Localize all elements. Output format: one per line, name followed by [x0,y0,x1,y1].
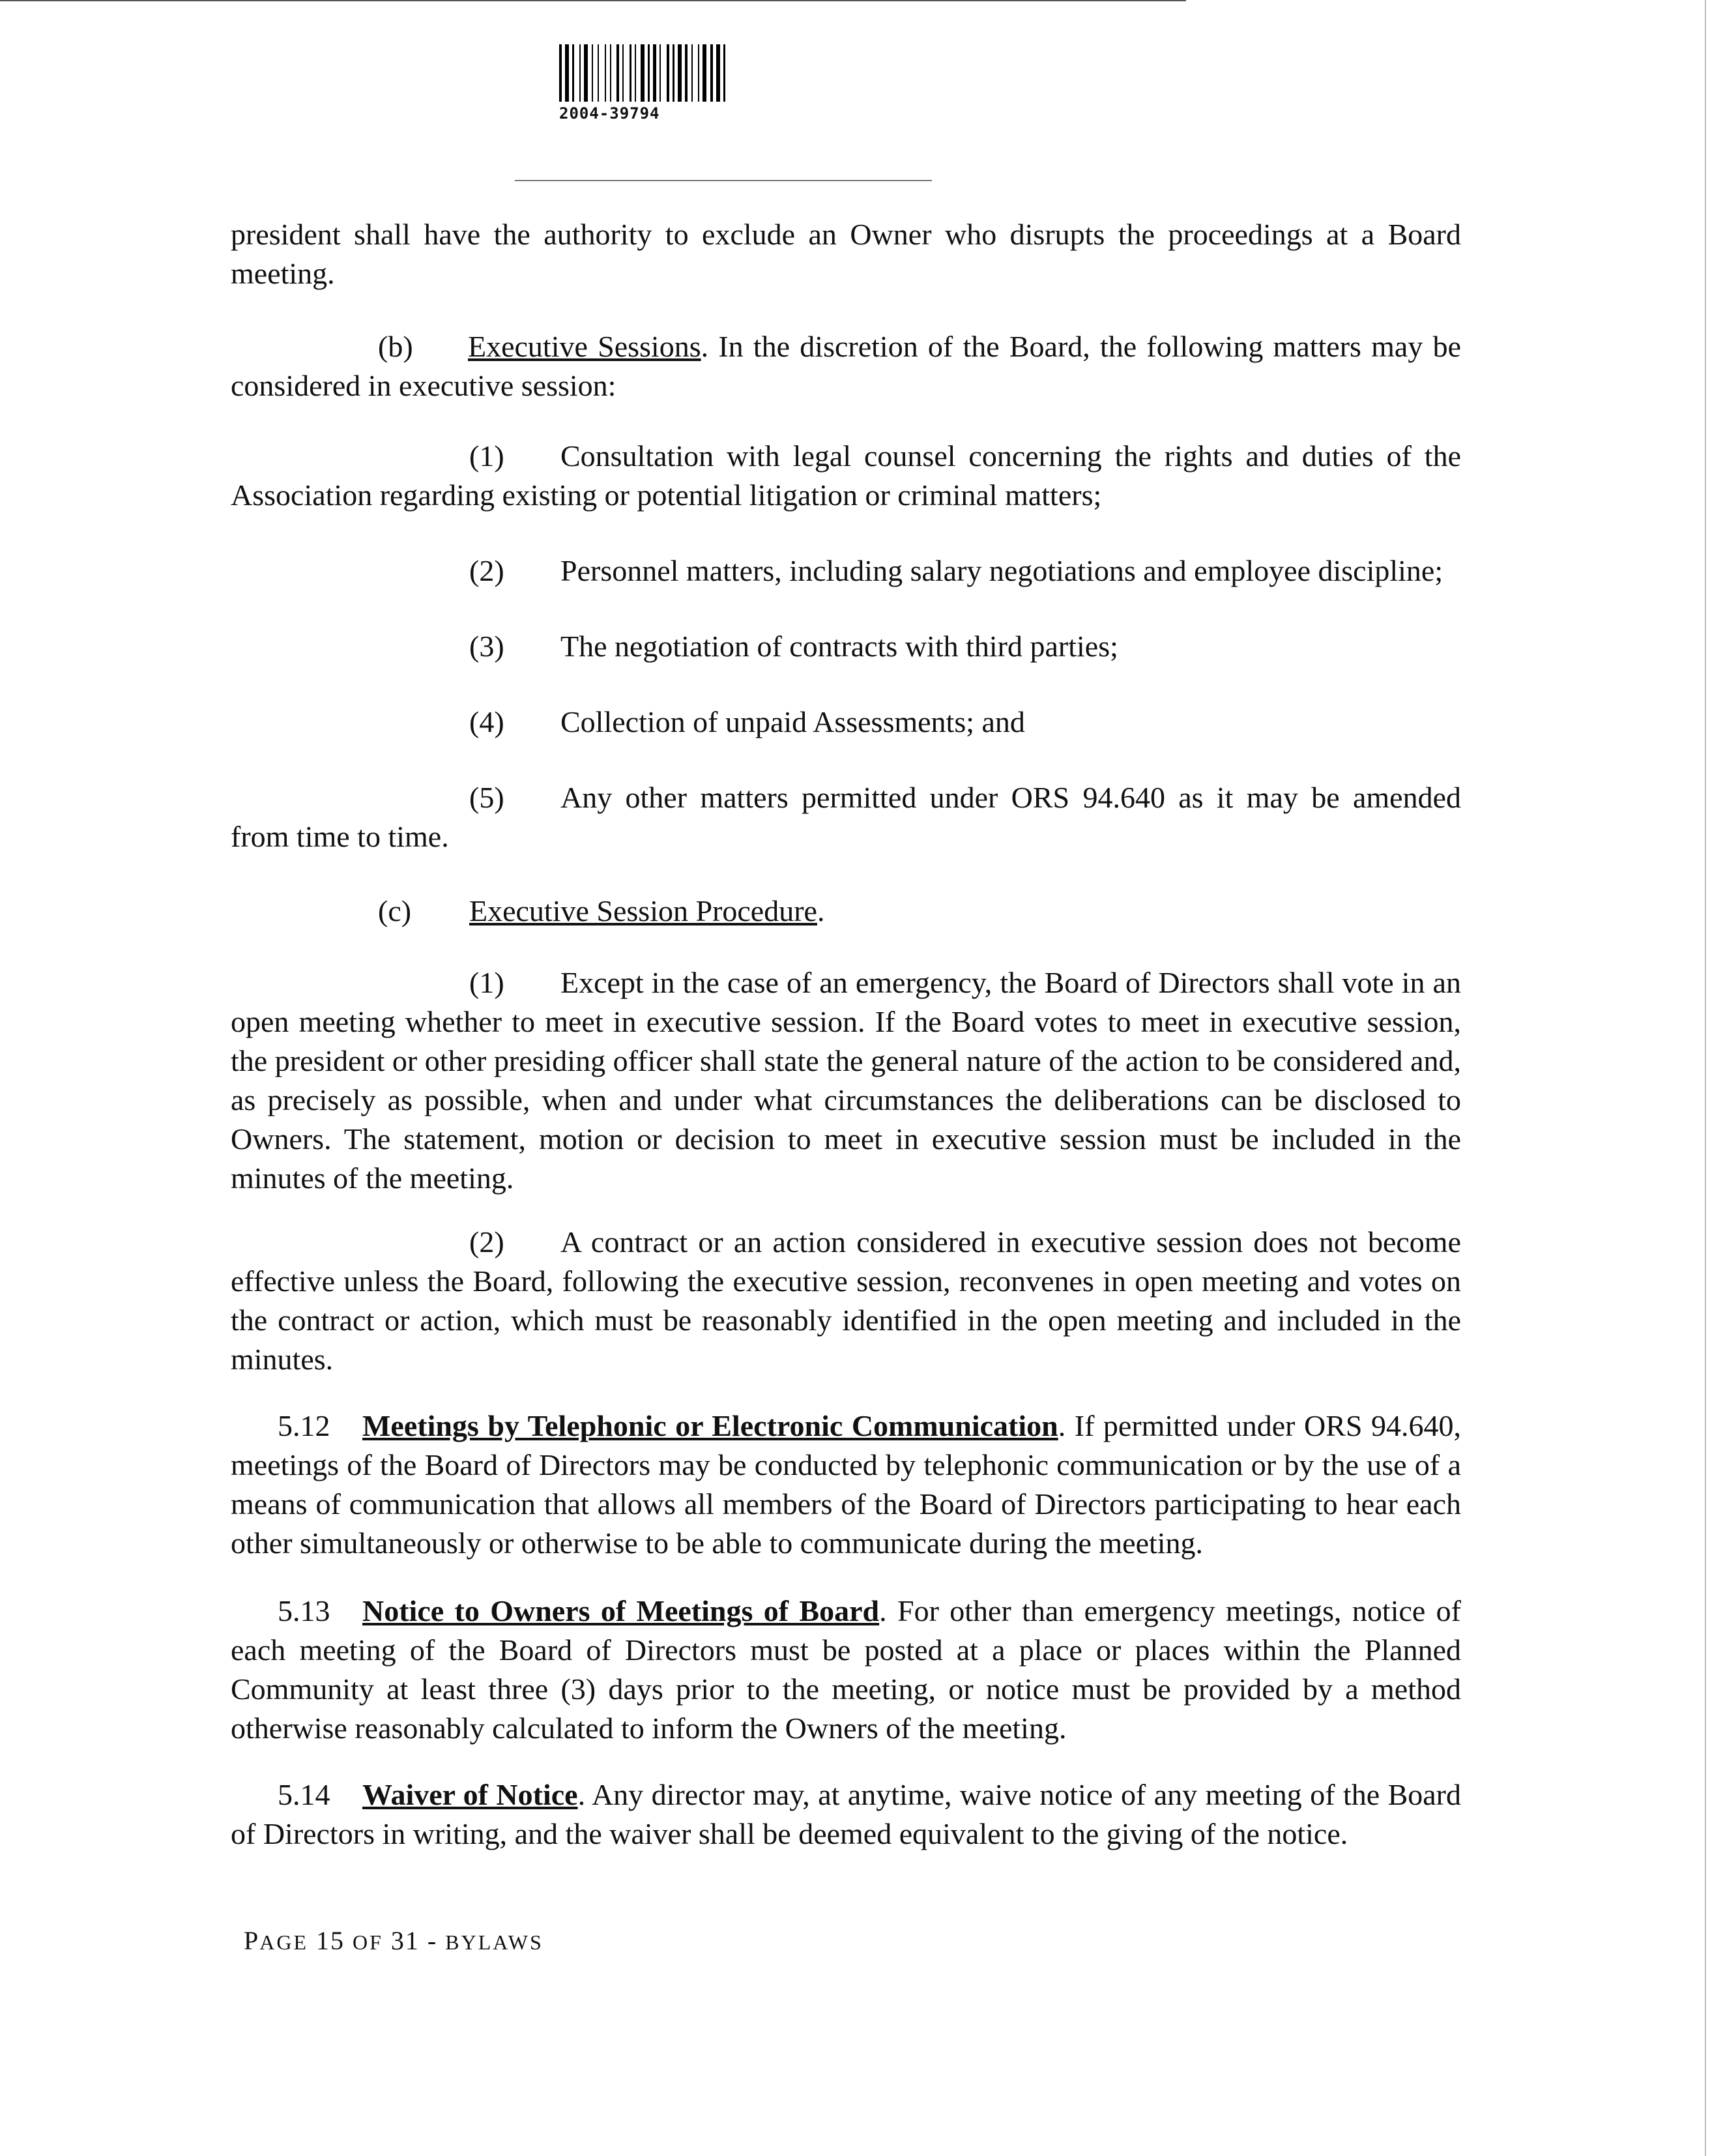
subsection-b [231,327,1461,405]
header-rule [515,180,932,181]
scan-edge-right [1705,0,1706,2156]
section-5-12-number: 5.12 [278,1409,330,1442]
item-b4 [231,703,1461,742]
item-b5-text: Any other matters permitted under ORS 94.640 as it may be amended from time to time. [231,781,1461,853]
subsection-b-label: (b) [378,330,413,363]
section-5-14-title: Waiver of Notice [362,1778,578,1811]
subsection-b-text: . In the discretion of the Board, the following matters may be considered in executive session: [231,330,1461,402]
item-b4-label: (4) [469,705,504,738]
item-b2-text: Personnel matters, including salary negotiations and employee discipline; [560,554,1443,587]
item-c1 [231,963,1461,1198]
section-5-12-text: . If permitted under ORS 94.640, meetings of the Board of Directors may be conducted by telephonic communication or by the use of a means of communication that allows all members of the Board of Directors participating to hear each other simultaneously or otherwise to be able to communicate during the meeting. [231,1409,1461,1560]
item-b1 [231,437,1461,515]
section-5-13 [231,1592,1461,1748]
item-c2-label: (2) [469,1225,504,1259]
footer-separator: - [427,1926,438,1955]
paragraph-continuation [231,215,1461,293]
item-b2 [231,551,1461,590]
subsection-c-title: Executive Session Procedure [469,894,817,927]
footer-page-label-initial: P [244,1926,260,1955]
item-b2-label: (2) [469,554,504,587]
item-b1-label: (1) [469,439,504,473]
footer-document-name: BYLAWS [445,1930,543,1954]
footer-total-pages: 31 [390,1926,420,1955]
recording-barcode [559,44,865,123]
subsection-b-title: Executive Sessions [468,330,701,363]
scan-edge-top [0,0,1186,1]
section-5-13-title: Notice to Owners of Meetings of Board [362,1594,880,1627]
section-5-12-title: Meetings by Telephonic or Electronic Communication [362,1409,1058,1442]
item-b5 [231,778,1461,856]
section-5-14-number: 5.14 [278,1778,330,1811]
paragraph-text: president shall have the authority to exclude an Owner who disrupts the proceedings at a Board meeting. [231,218,1461,290]
item-b3 [231,627,1461,666]
page-footer [244,1925,543,1958]
item-b3-text: The negotiation of contracts with third parties; [560,630,1118,663]
footer-page-number: 15 [316,1926,345,1955]
section-5-13-text: . For other than emergency meetings, notice of each meeting of the Board of Directors must be posted at a place or places within the Planned Community at least three (3) days prior to the meeting, or notice must be provided by a method otherwise reasonably calculated to inform the Owners of the meeting. [231,1594,1461,1745]
item-c1-label: (1) [469,966,504,999]
footer-page-label-rest: AGE [259,1930,309,1954]
item-b1-text: Consultation with legal counsel concerning the rights and duties of the Association regarding existing or potential litigation or criminal matters; [231,439,1461,512]
item-c1-text: Except in the case of an emergency, the Board of Directors shall vote in an open meeting whether to meet in executive session. If the Board votes to meet in executive session, the president or other presiding officer shall state the general nature of the action to be considered and, as precisely as possible, when and under what circumstances the deliberations can be disclosed to Owners. The statement, motion or decision to meet in executive session must be included in the minutes of the meeting. [231,966,1461,1195]
section-5-14-text: . Any director may, at anytime, waive notice of any meeting of the Board of Directors in writing, and the waiver shall be deemed equivalent to the giving of the notice. [231,1778,1461,1850]
subsection-c-text: . [817,894,825,927]
section-5-12 [231,1406,1461,1563]
subsection-c-label: (c) [378,894,412,927]
subsection-c [231,892,1461,931]
barcode-number: 2004-39794 [559,104,660,123]
item-c2 [231,1223,1461,1379]
section-5-13-number: 5.13 [278,1594,330,1627]
item-c2-text: A contract or an action considered in executive session does not become effective unless the Board, following the executive session, reconvenes in open meeting and votes on the contract or action, which must be reasonably identified in the open meeting and included in the minutes. [231,1225,1461,1376]
section-5-14 [231,1775,1461,1854]
item-b3-label: (3) [469,630,504,663]
barcode-image [559,44,865,102]
item-b5-label: (5) [469,781,504,814]
item-b4-text: Collection of unpaid Assessments; and [560,705,1025,738]
footer-of-label: OF [353,1930,383,1954]
